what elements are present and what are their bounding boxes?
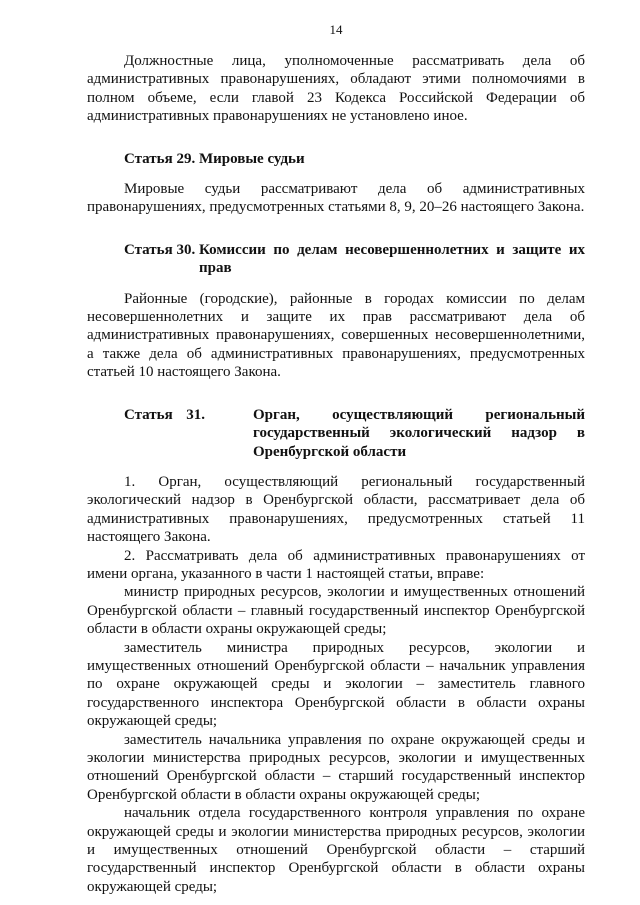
article-29-text: Мировые судьи рассматривают дела об административных правонарушениях, предусмотренных статьями 8, 9, 20–26 настоящего Закона. xyxy=(87,181,585,216)
list-item-deputy-minister: заместитель министра природных ресурсов, экологии и имущественных отношений Оренбургской области – начальник управления по охране окружающей среды и экологии – заместитель главного государственного инспектора Оренбургской области в области охраны окружающей среды; xyxy=(87,639,585,730)
article-31-title: Орган, осуществляющий региональный государственный экологический надзор в Оренбургской области xyxy=(253,406,585,460)
article-30-heading xyxy=(87,241,585,278)
article-30-text: Районные (городские), районные в городах комиссии по делам несовершеннолетних и защите их прав рассматривают дела об административных правонарушениях, совершенных несовершеннолетними, а также дела об административных правонарушениях, предусмотренных статьей 10 настоящего Закона. xyxy=(87,290,585,381)
article-31-part-1: 1. Орган, осуществляющий региональный государственный экологический надзор в Оренбургской области, рассматривает дела об административных правонарушениях, предусмотренных статьей 11 настоящего Закона. xyxy=(87,473,585,546)
document-page xyxy=(87,22,585,896)
list-item-deputy-head: заместитель начальника управления по охране окружающей среды и экологии министерства природных ресурсов, экологии и имущественных отношений Оренбургской области – старший государственный инспектор Оренбургской области в области охраны окружающей среды; xyxy=(87,731,585,803)
article-31-label: Статья xyxy=(124,406,173,423)
article-31-heading xyxy=(87,406,585,461)
article-30-title: Комиссии по делам несовершеннолетних и защите их прав xyxy=(198,241,585,277)
list-item-minister: министр природных ресурсов, экологии и имущественных отношений Оренбургской области – главный государственный инспектор Оренбургской области в области охраны окружающей среды; xyxy=(87,584,585,638)
list-item-department-head: начальник отдела государственного контроля управления по охране окружающей среды и экологии министерства природных ресурсов, экологии и имущественных отношений Оренбургской области – старший государственный инспектор Оренбургской области в области охраны окружающей среды; xyxy=(87,805,585,895)
article-29-label: Статья 29. xyxy=(124,150,196,167)
article-31-part-2: 2. Рассматривать дела об административных правонарушениях от имени органа, указанного в части 1 настоящей статьи, вправе: xyxy=(87,547,585,582)
page-number: 14 xyxy=(329,22,343,37)
article-29-title: Мировые судьи xyxy=(198,150,305,167)
intro-paragraph: Должностные лица, уполномоченные рассматривать дела об административных правонарушениях, обладают этими полномочиями в полном объеме, если главой 23 Кодекса Российской Федерации об административных правонарушениях не установлено иное. xyxy=(87,53,585,125)
article-30-label: Статья 30. xyxy=(124,241,196,258)
article-29-heading xyxy=(87,150,585,168)
article-31-number: 31. xyxy=(186,406,205,423)
